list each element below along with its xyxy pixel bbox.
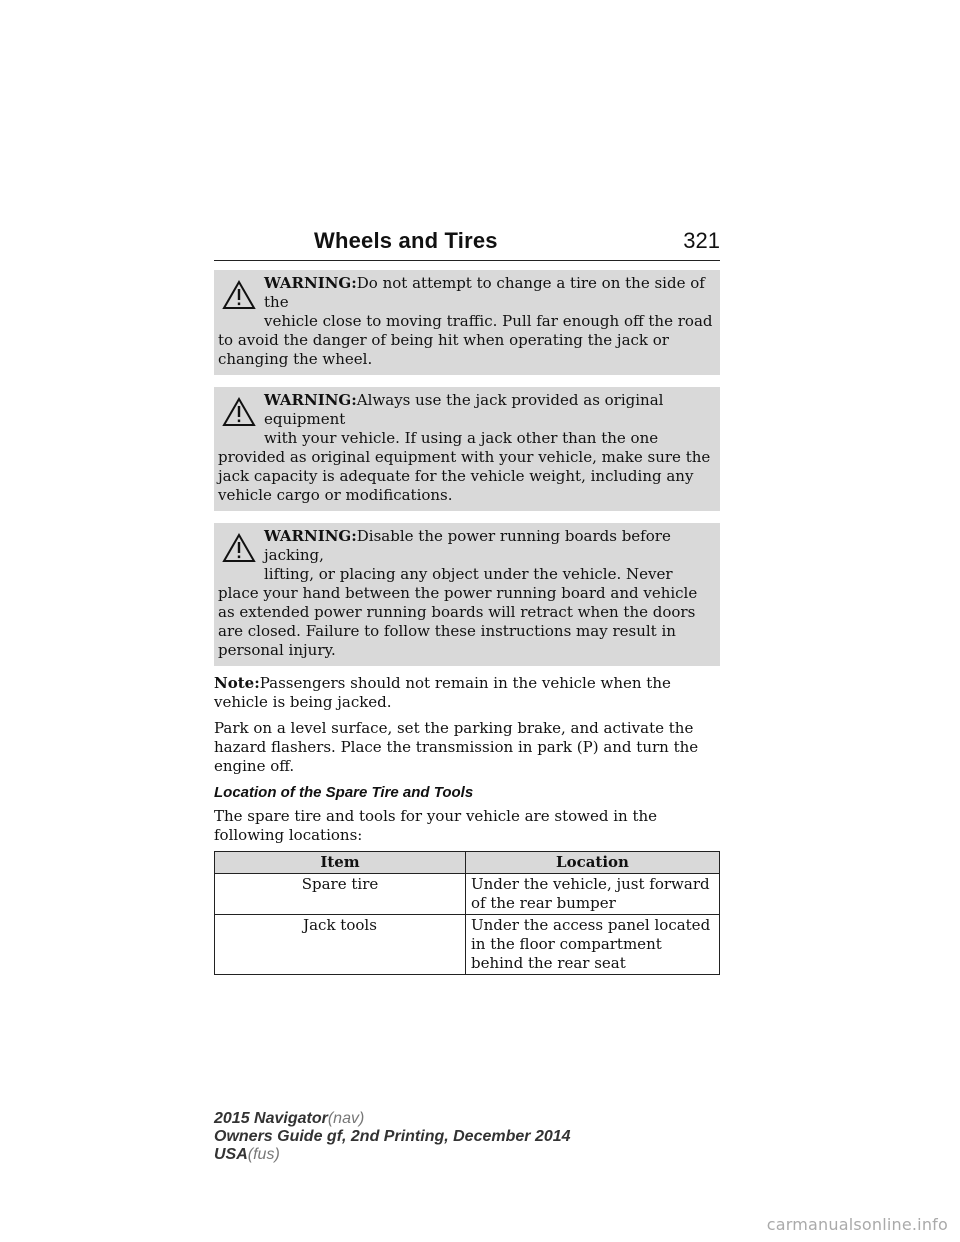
warning-label: WARNING:	[264, 391, 357, 409]
table-header-item: Item	[215, 852, 466, 874]
footer-model-code: (nav)	[327, 1110, 365, 1127]
warning-text: Always use the jack provided as original equipment	[264, 391, 664, 428]
footer-market-code: (fus)	[247, 1146, 280, 1163]
warning-box	[214, 523, 720, 666]
warning-triangle-icon	[222, 533, 262, 567]
table-row	[215, 915, 720, 975]
park-paragraph: Park on a level surface, set the parking brake, and activate the hazard flashers. Place the transmission in park (P) and turn the engine off.	[214, 719, 699, 775]
note-label: Note:	[214, 674, 260, 692]
table-cell-item: Spare tire	[215, 874, 466, 915]
table-cell-location: Under the vehicle, just forward of the rear bumper	[466, 874, 720, 915]
page-header	[214, 228, 720, 261]
section-intro: The spare tire and tools for your vehicle are stowed in the following locations:	[214, 807, 658, 844]
warning-text: Disable the power running boards before jacking,	[264, 527, 671, 564]
stowage-table	[214, 851, 720, 975]
table-cell-location: Under the access panel located in the floor compartment behind the rear seat	[466, 915, 720, 975]
footer-edition: Owners Guide gf, 2nd Printing, December 2014	[214, 1128, 571, 1145]
warning-label: WARNING:	[264, 527, 357, 545]
warning-text-continued: vehicle close to moving traffic. Pull far enough off the road to avoid the danger of being hit when operating the jack or changing the wheel.	[218, 312, 713, 368]
section-heading: Location of the Spare Tire and Tools	[214, 784, 474, 801]
warning-box	[214, 270, 720, 375]
footer-model: 2015 Navigator	[214, 1110, 328, 1127]
warning-box	[214, 387, 720, 511]
page-number: 321	[683, 228, 720, 253]
section-title: Wheels and Tires	[314, 228, 498, 253]
warning-text-continued: with your vehicle. If using a jack other than the one provided as original equipment with your vehicle, make sure the jack capacity is adequate for the vehicle weight, including any vehicle cargo or modifications.	[218, 429, 711, 504]
document-footer	[214, 1110, 714, 1164]
table-cell-item: Jack tools	[215, 915, 466, 975]
table-row	[215, 874, 720, 915]
table-header-row	[215, 852, 720, 874]
note-paragraph	[214, 674, 720, 712]
warning-text: Do not attempt to change a tire on the side of the	[264, 274, 705, 311]
note-text: Passengers should not remain in the vehicle when the vehicle is being jacked.	[214, 674, 671, 711]
warning-triangle-icon	[222, 280, 262, 314]
warning-text-continued: lifting, or placing any object under the vehicle. Never place your hand between the power running board and vehicle as extended power running boards will retract when the doors are closed. Failure to follow these instructions may result in personal injury.	[218, 565, 698, 659]
warning-triangle-icon	[222, 397, 262, 431]
page-content	[214, 270, 720, 975]
watermark: carmanualsonline.info	[766, 1215, 948, 1234]
table-header-location: Location	[466, 852, 720, 874]
footer-market: USA	[214, 1146, 248, 1163]
warning-label: WARNING:	[264, 274, 357, 292]
